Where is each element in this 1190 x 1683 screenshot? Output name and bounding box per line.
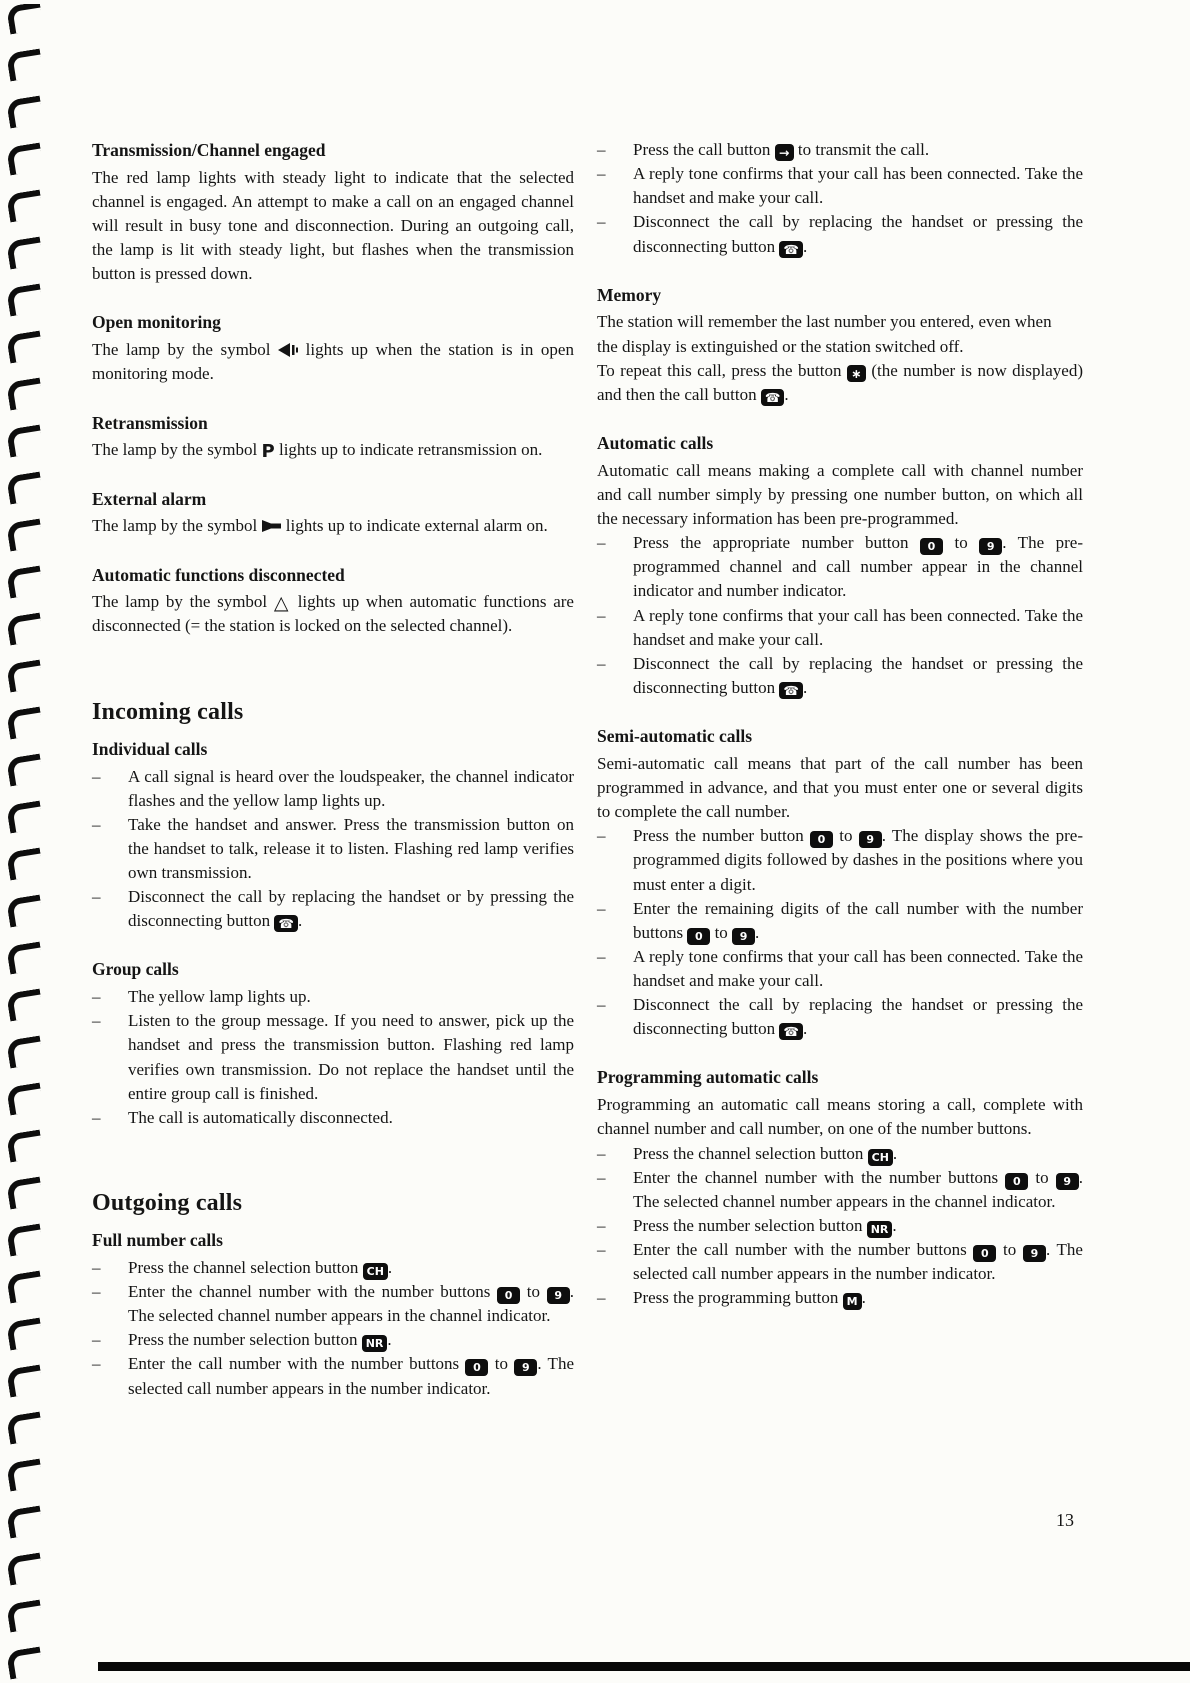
list-dash: – bbox=[597, 533, 606, 553]
spiral-binding-ring bbox=[6, 425, 44, 458]
text-run: . bbox=[892, 1143, 898, 1163]
list-item-text bbox=[633, 1142, 1083, 1166]
list-item-text bbox=[633, 824, 1083, 896]
spiral-binding-ring bbox=[6, 566, 44, 599]
number-button-9-icon: 9 bbox=[1056, 1173, 1079, 1190]
open-monitoring-speaker-icon bbox=[278, 343, 298, 357]
spiral-binding-ring bbox=[6, 848, 44, 881]
list-dash: – bbox=[92, 1011, 101, 1031]
text-run: Press the channel selection button bbox=[128, 1257, 363, 1277]
number-button-9-icon: 9 bbox=[979, 538, 1002, 555]
list-item-text bbox=[128, 1328, 574, 1352]
number-button-0-icon: 0 bbox=[1005, 1173, 1028, 1190]
list-item-text bbox=[633, 138, 1083, 162]
number-button-0-icon: 0 bbox=[465, 1359, 488, 1376]
list-item bbox=[597, 162, 1083, 210]
dash-list bbox=[597, 531, 1083, 700]
text-run: . bbox=[802, 1019, 808, 1039]
list-dash: – bbox=[92, 1330, 101, 1350]
number-selection-button-icon: NR bbox=[362, 1335, 388, 1352]
list-dash: – bbox=[597, 1143, 606, 1163]
text-run: the display is extinguished or the station switched off. bbox=[597, 336, 964, 356]
text-run: . The selected channel number appears in the channel indicator. bbox=[633, 1167, 1083, 1211]
text-run: . The pre-programmed channel and call number appear in the channel indicator and number indicator. bbox=[633, 533, 1083, 601]
list-dash: – bbox=[597, 212, 606, 232]
spiral-binding-ring bbox=[6, 284, 44, 317]
text-run: The red lamp lights with steady light to indicate that the selected channel is engaged. An attempt to make a call on an engaged channel will result in busy tone and disconnection. During an outgoing call, the lamp is lit with steady light, but flashes when the transmission button is pressed down. bbox=[92, 167, 574, 284]
list-item bbox=[597, 1214, 1083, 1238]
sub-heading: Semi-automatic calls bbox=[597, 726, 753, 747]
sub-heading: Group calls bbox=[92, 959, 179, 980]
number-button-0-icon: 0 bbox=[973, 1245, 996, 1262]
list-item-text bbox=[633, 897, 1083, 945]
spiral-binding-ring bbox=[6, 707, 44, 740]
list-item-text bbox=[633, 1238, 1083, 1286]
list-item bbox=[92, 1352, 574, 1400]
text-run: The yellow lamp lights up. bbox=[128, 987, 311, 1007]
repeat-call-button-icon: ∗ bbox=[847, 365, 866, 382]
spiral-binding-ring bbox=[6, 801, 44, 834]
text-run: A reply tone confirms that your call has been connected. Take the handset and make your call. bbox=[633, 946, 1083, 991]
list-item-text bbox=[633, 1286, 1083, 1310]
text-run: lights up to indicate retransmission on. bbox=[274, 440, 543, 460]
spiral-binding-ring bbox=[6, 1271, 44, 1304]
spiral-binding-ring bbox=[6, 989, 44, 1022]
text-run: . The selected call number appears in the number indicator. bbox=[128, 1354, 574, 1398]
text-run: Enter the call number with the number buttons bbox=[633, 1240, 974, 1259]
sub-heading: Individual calls bbox=[92, 738, 208, 759]
text-run: to transmit the call. bbox=[793, 140, 930, 159]
text-run: . bbox=[802, 236, 808, 256]
spiral-binding-ring bbox=[6, 1600, 44, 1633]
text-run: Press the number selection button bbox=[128, 1330, 362, 1350]
sub-heading: Open monitoring bbox=[92, 312, 221, 333]
list-dash: – bbox=[92, 1107, 101, 1127]
number-button-0-icon: 0 bbox=[687, 928, 710, 945]
list-item bbox=[597, 993, 1083, 1041]
right-column bbox=[597, 138, 1083, 1310]
spiral-binding-ring bbox=[6, 754, 44, 787]
section-heading: Outgoing calls bbox=[92, 1189, 243, 1216]
text-run: The station will remember the last number you entered, even when bbox=[597, 312, 1052, 332]
programming-button-icon: M bbox=[843, 1293, 862, 1310]
list-item-text bbox=[633, 945, 1083, 993]
list-item bbox=[92, 985, 574, 1009]
spiral-binding-ring bbox=[6, 613, 44, 646]
spiral-binding-ring bbox=[6, 331, 44, 364]
sub-heading: Automatic functions disconnected bbox=[92, 564, 345, 585]
spiral-binding-ring bbox=[6, 1130, 44, 1163]
list-item-text bbox=[633, 162, 1083, 210]
text-run: The lamp by the symbol bbox=[92, 592, 274, 612]
text-run: The lamp by the symbol bbox=[92, 340, 279, 360]
paragraph bbox=[92, 438, 574, 462]
text-run: Press the call button bbox=[633, 140, 775, 159]
list-dash: – bbox=[597, 1215, 606, 1235]
spiral-binding-ring bbox=[6, 519, 44, 552]
text-run: Press the appropriate number button bbox=[633, 533, 920, 553]
text-run: . The selected call number appears in the number indicator. bbox=[633, 1240, 1083, 1284]
text-run: to bbox=[520, 1282, 547, 1302]
list-item bbox=[597, 652, 1083, 700]
text-run: A call signal is heard over the loudspeaker, the channel indicator flashes and the yellow lamp lights up. bbox=[128, 766, 574, 810]
list-dash: – bbox=[92, 887, 101, 907]
text-run: (the number is now displayed) and then the call button bbox=[597, 360, 1083, 404]
spiral-binding-ring bbox=[6, 143, 44, 176]
spiral-binding-ring bbox=[6, 895, 44, 928]
text-run: . bbox=[755, 922, 760, 942]
text-run: Disconnect the call by replacing the handset or by pressing the disconnecting button bbox=[128, 887, 574, 931]
list-dash: – bbox=[597, 653, 606, 673]
list-dash: – bbox=[597, 605, 606, 625]
text-run: to bbox=[996, 1240, 1023, 1259]
list-item-text bbox=[633, 652, 1083, 700]
spiral-binding-ring bbox=[6, 4, 44, 34]
number-button-9-icon: 9 bbox=[514, 1359, 537, 1376]
text-run: Automatic call means making a complete call with channel number and call number simply by pressing one number button, on which all the necessary information has been pre-programmed. bbox=[597, 460, 1083, 529]
list-item-text bbox=[633, 531, 1083, 603]
spiral-binding-ring bbox=[6, 190, 44, 223]
retransmission-p-symbol: P bbox=[261, 441, 275, 463]
list-dash: – bbox=[92, 1354, 101, 1374]
text-run: Press the number button bbox=[633, 826, 810, 846]
list-item-text bbox=[633, 210, 1083, 258]
text-run: Enter the call number with the number buttons bbox=[128, 1354, 466, 1374]
disconnect-button-icon: ☎ bbox=[274, 915, 298, 932]
paragraph bbox=[92, 590, 574, 638]
auto-disconnect-triangle-icon: △ bbox=[273, 593, 291, 615]
text-run: A reply tone confirms that your call has been connected. Take the handset and make your call. bbox=[633, 164, 1083, 208]
list-dash: – bbox=[597, 898, 606, 918]
sub-heading: Full number calls bbox=[92, 1230, 223, 1251]
sub-heading: Retransmission bbox=[92, 412, 208, 433]
spiral-binding-ring bbox=[6, 660, 44, 693]
text-run: . bbox=[387, 1257, 393, 1277]
sub-heading: Programming automatic calls bbox=[597, 1067, 819, 1088]
number-button-9-icon: 9 bbox=[547, 1287, 570, 1304]
text-run: Enter the remaining digits of the call number with the number buttons bbox=[633, 898, 1083, 942]
list-item bbox=[92, 885, 574, 933]
spiral-binding-ring bbox=[6, 472, 44, 505]
paragraph bbox=[92, 514, 574, 538]
list-item bbox=[597, 138, 1083, 162]
text-run: A reply tone confirms that your call has been connected. Take the handset and make your call. bbox=[633, 605, 1083, 649]
list-item-text bbox=[128, 813, 574, 885]
text-run: . bbox=[784, 384, 789, 404]
disconnect-button-icon: ☎ bbox=[779, 241, 803, 258]
dash-list bbox=[597, 138, 1083, 259]
spiral-binding-ring bbox=[6, 96, 44, 129]
list-item-text bbox=[128, 1009, 574, 1106]
list-dash: – bbox=[597, 826, 606, 846]
paragraph bbox=[597, 752, 1083, 824]
list-item-text bbox=[128, 1352, 574, 1400]
paragraph bbox=[92, 338, 574, 386]
sub-heading: Automatic calls bbox=[597, 432, 714, 453]
section-heading: Incoming calls bbox=[92, 698, 244, 725]
list-item bbox=[597, 1142, 1083, 1166]
text-run: . bbox=[802, 677, 808, 697]
spiral-binding-ring bbox=[6, 1647, 44, 1680]
text-run: . bbox=[892, 1215, 897, 1235]
dash-list bbox=[92, 1256, 574, 1401]
list-dash: – bbox=[597, 946, 606, 966]
list-dash: – bbox=[92, 814, 101, 834]
list-item bbox=[92, 1328, 574, 1352]
disconnect-button-icon: ☎ bbox=[779, 682, 803, 699]
sub-heading: Transmission/Channel engaged bbox=[92, 140, 326, 160]
text-run: To repeat this call, press the button bbox=[597, 360, 847, 380]
spiral-binding-ring bbox=[6, 1553, 44, 1586]
text-run: The lamp by the symbol bbox=[92, 516, 262, 536]
spiral-binding-ring bbox=[6, 1365, 44, 1398]
spiral-binding-ring bbox=[6, 1036, 44, 1069]
spiral-binding-ring bbox=[6, 942, 44, 975]
text-run: . bbox=[297, 911, 303, 931]
list-item bbox=[92, 1280, 574, 1328]
channel-selection-button-icon: CH bbox=[868, 1149, 893, 1166]
text-run: Enter the channel number with the number buttons bbox=[633, 1167, 1006, 1187]
list-dash: – bbox=[92, 1257, 101, 1277]
list-dash: – bbox=[597, 1288, 606, 1308]
text-run: The call is automatically disconnected. bbox=[128, 1107, 393, 1127]
list-item bbox=[597, 824, 1083, 896]
sub-heading: Memory bbox=[597, 284, 662, 305]
list-dash: – bbox=[92, 987, 101, 1007]
list-dash: – bbox=[92, 1282, 101, 1302]
list-item-text bbox=[128, 1256, 574, 1280]
sub-heading: External alarm bbox=[92, 488, 207, 509]
text-run: Disconnect the call by replacing the handset or pressing the disconnecting button bbox=[633, 653, 1083, 697]
list-item bbox=[597, 210, 1083, 258]
text-run: . The selected channel number appears in the channel indicator. bbox=[128, 1282, 574, 1326]
list-item bbox=[597, 1286, 1083, 1310]
text-run: to bbox=[488, 1354, 515, 1374]
text-run: Semi-automatic call means that part of the call number has been programmed in advance, and that you must enter one or several digits to complete the call number. bbox=[597, 753, 1083, 822]
text-run: Programming an automatic call means storing a call, complete with channel number and call number, on one of the number buttons. bbox=[597, 1095, 1083, 1139]
list-item bbox=[597, 1238, 1083, 1286]
list-item bbox=[92, 1009, 574, 1106]
disconnect-button-icon: ☎ bbox=[761, 389, 785, 406]
spiral-binding-ring bbox=[6, 1177, 44, 1210]
text-run: lights up when automatic functions are disconnected (= the station is locked on the selected channel). bbox=[92, 592, 574, 636]
number-button-9-icon: 9 bbox=[1023, 1245, 1046, 1262]
number-button-9-icon: 9 bbox=[859, 831, 882, 848]
left-column bbox=[92, 138, 574, 1401]
text-run: . bbox=[861, 1288, 866, 1308]
spiral-binding bbox=[3, 4, 51, 1683]
list-item bbox=[597, 1166, 1083, 1214]
text-run: Press the channel selection button bbox=[633, 1143, 868, 1163]
text-run: Press the programming button bbox=[633, 1288, 843, 1308]
text-run: Enter the channel number with the number buttons bbox=[128, 1282, 498, 1302]
spiral-binding-ring bbox=[6, 1412, 44, 1445]
list-item bbox=[597, 945, 1083, 993]
dash-list bbox=[92, 765, 574, 934]
text-run: to bbox=[710, 922, 733, 942]
spiral-binding-ring bbox=[6, 1318, 44, 1351]
list-item-text bbox=[128, 1106, 574, 1130]
list-dash: – bbox=[597, 140, 606, 159]
list-item-text bbox=[633, 1166, 1083, 1214]
text-run: to bbox=[832, 826, 859, 846]
external-alarm-horn-icon bbox=[262, 519, 282, 533]
list-item bbox=[92, 1256, 574, 1280]
text-run: Disconnect the call by replacing the handset or pressing the disconnecting button bbox=[633, 995, 1083, 1039]
list-dash: – bbox=[597, 1240, 606, 1259]
text-run: lights up when the station is in open monitoring mode. bbox=[92, 340, 574, 384]
list-dash: – bbox=[597, 1167, 606, 1187]
text-run: to bbox=[1028, 1167, 1056, 1187]
call-button-icon: → bbox=[775, 144, 794, 161]
spiral-binding-ring bbox=[6, 237, 44, 270]
spiral-binding-ring bbox=[6, 49, 44, 82]
scan-bottom-bar bbox=[98, 1662, 1190, 1671]
list-item-text bbox=[633, 604, 1083, 652]
spiral-binding-ring bbox=[6, 1506, 44, 1539]
paragraph bbox=[597, 459, 1083, 531]
text-run: Listen to the group message. If you need to answer, pick up the handset and press the transmission button. Flashing red lamp verifies own transmission. Do not replace the handset until the entire group call is finished. bbox=[128, 1011, 574, 1103]
list-item-text bbox=[633, 993, 1083, 1041]
text-run: Disconnect the call by replacing the handset or pressing the disconnecting button bbox=[633, 212, 1083, 256]
number-button-0-icon: 0 bbox=[920, 538, 943, 555]
list-item bbox=[597, 531, 1083, 603]
list-item-text bbox=[128, 1280, 574, 1328]
text-run: lights up to indicate external alarm on. bbox=[281, 516, 548, 536]
page-number: 13 bbox=[1056, 1510, 1074, 1530]
list-item-text bbox=[128, 985, 574, 1009]
list-dash: – bbox=[597, 164, 606, 184]
list-item bbox=[597, 897, 1083, 945]
paragraph bbox=[597, 310, 1083, 407]
spiral-binding-ring bbox=[6, 1459, 44, 1492]
paragraph bbox=[92, 166, 574, 287]
list-item bbox=[597, 604, 1083, 652]
list-item-text bbox=[128, 765, 574, 813]
paragraph bbox=[597, 1093, 1083, 1141]
text-run: The lamp by the symbol bbox=[92, 440, 262, 460]
dash-list bbox=[597, 824, 1083, 1041]
list-item bbox=[92, 813, 574, 885]
channel-selection-button-icon: CH bbox=[363, 1263, 388, 1280]
text-run: Press the number selection button bbox=[633, 1215, 867, 1235]
dash-list bbox=[597, 1142, 1083, 1311]
text-run: . bbox=[387, 1330, 392, 1350]
number-button-0-icon: 0 bbox=[810, 831, 833, 848]
text-run: Take the handset and answer. Press the transmission button on the handset to talk, release it to listen. Flashing red lamp verifies own transmission. bbox=[128, 814, 574, 883]
list-item-text bbox=[128, 885, 574, 933]
number-selection-button-icon: NR bbox=[867, 1221, 893, 1238]
text-run: . The display shows the pre-programmed digits followed by dashes in the positions where you must enter a digit. bbox=[633, 826, 1083, 894]
spiral-binding-ring bbox=[6, 1083, 44, 1116]
disconnect-button-icon: ☎ bbox=[779, 1023, 803, 1040]
list-dash: – bbox=[92, 766, 101, 786]
spiral-binding-ring bbox=[6, 1224, 44, 1257]
number-button-9-icon: 9 bbox=[732, 928, 755, 945]
dash-list bbox=[92, 985, 574, 1130]
spiral-binding-ring bbox=[6, 378, 44, 411]
list-item bbox=[92, 765, 574, 813]
list-item bbox=[92, 1106, 574, 1130]
list-dash: – bbox=[597, 995, 606, 1015]
list-item-text bbox=[633, 1214, 1083, 1238]
text-run: to bbox=[942, 533, 980, 553]
number-button-0-icon: 0 bbox=[497, 1287, 520, 1304]
